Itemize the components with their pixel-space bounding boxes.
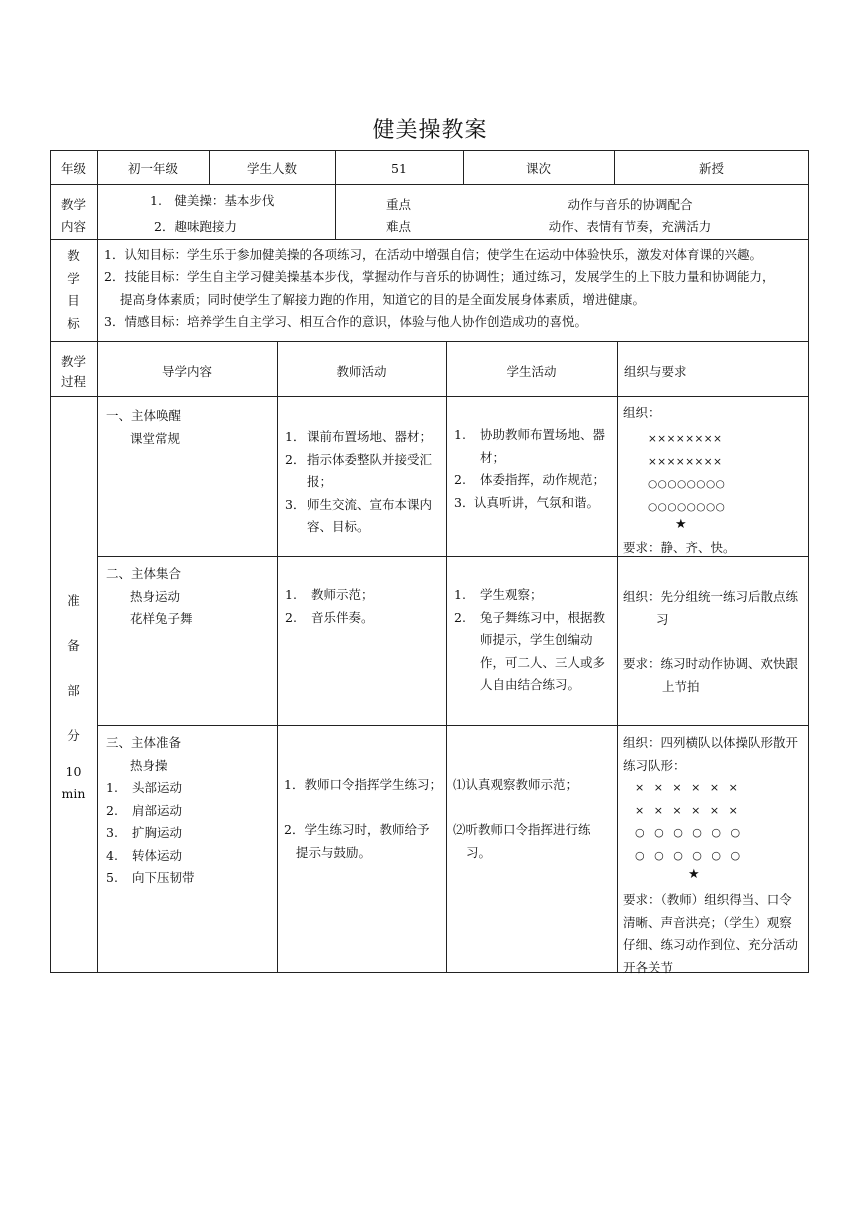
row3-teacher-line-3: 提示与鼓励。 xyxy=(296,845,372,860)
row3-formation: × × × × × × × × × × × × ○ ○ ○ ○ ○ ○ ○ ○ ○ ○ ○ ○ xyxy=(635,781,741,862)
row1-requirement: 要求：静、齐、快。 xyxy=(623,540,736,555)
goal-line-4: 3．情感目标：培养学生自主学习、相互合作的意识，体验与他人协作创造成功的喜悦。 xyxy=(104,314,587,329)
list-item: 3．认真听讲，气氛和谐。 xyxy=(454,494,600,510)
list-item: 2． 指示体委整队并接受汇 xyxy=(285,451,433,467)
list-item: 报； xyxy=(307,474,333,489)
difficulty-label: 难点 xyxy=(386,219,412,234)
list-item: 2. 肩部运动 xyxy=(106,802,183,818)
section-label: 准 备 部 分 xyxy=(67,593,80,743)
row3-exercises xyxy=(106,777,195,890)
list-item: 人自由结合练习。 xyxy=(480,677,581,692)
row1-student xyxy=(454,424,605,514)
col-student-header: 学生活动 xyxy=(506,364,557,379)
teacher-star-icon: ★ xyxy=(675,517,687,532)
grade-label: 年级 xyxy=(60,161,86,176)
row3-teacher-line-2: 2．学生练习时，教师给予 xyxy=(284,822,430,837)
row1-org-label: 组织： xyxy=(623,405,661,420)
teacher-star-icon: ★ xyxy=(688,867,700,882)
page-title: 健美操教案 xyxy=(372,118,488,143)
list-item: 1. 协助教师布置场地、器 xyxy=(454,427,606,442)
goal-line-3: 提高身体素质；同时使学生了解接力跑的作用，知道它的目的是全面发展身体素质，增进健康。 xyxy=(120,292,646,307)
list-item: 师提示，学生创编动 xyxy=(480,632,593,647)
content-item-2: 2．趣味跑接力 xyxy=(154,219,237,234)
goals-label: 教 学 目 标 xyxy=(67,248,80,331)
row2-student xyxy=(454,584,605,697)
goal-line-1: 1．认知目标：学生乐于参加健美操的各项练习，在活动中增强自信；使学生在运动中体验快乐，激发对体育课的兴趣。 xyxy=(104,247,762,262)
col-org-header: 组织与要求 xyxy=(624,364,687,379)
row3-student-line-3: 习。 xyxy=(466,845,492,860)
list-item: 1． 课前布置场地、器材； xyxy=(285,429,433,444)
row1-teacher xyxy=(285,426,432,539)
row3-student-line-1: ⑴认真观察教师示范； xyxy=(453,777,579,792)
difficulty-value: 动作、表情有节奏，充满活力 xyxy=(548,219,712,234)
lesson-value: 新授 xyxy=(698,161,724,176)
list-item: 3． 师生交流、宣布本课内 xyxy=(285,496,433,512)
row2-organization: 组织：先分组统一练习后散点练 习 xyxy=(623,589,799,627)
goal-line-2: 2．技能目标：学生自主学习健美操基本步伐，掌握动作与音乐的协调性；通过练习，发展学生的上下肢力量和协调能力， xyxy=(104,269,775,284)
grade-value: 初一年级 xyxy=(127,161,178,176)
list-item: 1. 头部运动 xyxy=(106,780,183,795)
key-point-label: 重点 xyxy=(386,197,412,212)
list-item: 1. 学生观察； xyxy=(454,587,543,602)
list-item: 2. 体委指挥，动作规范； xyxy=(454,472,606,487)
list-item: 2. 音乐伴奏。 xyxy=(285,609,374,625)
col-guide-header: 导学内容 xyxy=(161,364,212,379)
section-time: 10 min xyxy=(61,764,86,801)
list-item: 容、目标。 xyxy=(307,519,370,534)
row2-guide: 二、主体集合 热身运动 花样兔子舞 xyxy=(106,566,193,626)
row3-requirement: 要求：（教师）组织得当、口令 清晰、声音洪亮；（学生）观察 仔细、练习动作到位、充分活动 开各关节 xyxy=(623,892,799,975)
content-item-1: 1. 健美操：基本步伐 xyxy=(150,193,275,208)
content-label: 教学 内容 xyxy=(60,197,86,234)
students-value: 51 xyxy=(391,161,407,176)
row1-formation: ×××××××× ×××××××× ○○○○○○○○ ○○○○○○○○ xyxy=(648,433,726,513)
list-item: 5. 向下压韧带 xyxy=(106,870,195,885)
list-item: 3. 扩胸运动 xyxy=(106,825,183,840)
list-item: 2. 兔子舞练习中，根据教 xyxy=(454,609,606,625)
process-label: 教学 过程 xyxy=(60,354,86,389)
row3-teacher-line-1: 1．教师口令指挥学生练习； xyxy=(284,777,442,792)
list-item: 作，可二人、三人或多 xyxy=(480,654,606,670)
row1-guide: 一、主体唤醒 课堂常规 xyxy=(106,408,182,446)
row3-guide: 三、主体准备 热身操 xyxy=(106,735,182,773)
row2-teacher xyxy=(285,584,374,629)
row3-organization: 组织：四列横队以体操队形散开 练习队形： xyxy=(623,735,799,773)
lesson-label: 课次 xyxy=(525,161,551,176)
list-item: 材； xyxy=(480,449,506,465)
col-teacher-header: 教师活动 xyxy=(336,364,387,379)
row3-student-line-2: ⑵听教师口令指挥进行练 xyxy=(453,822,591,837)
key-point-value: 动作与音乐的协调配合 xyxy=(567,197,693,212)
row2-requirement: 要求：练习时动作协调、欢快跟 上节拍 xyxy=(623,656,799,694)
students-label: 学生人数 xyxy=(246,161,297,176)
list-item: 1. 教师示范； xyxy=(285,587,374,602)
list-item: 4. 转体运动 xyxy=(106,847,183,863)
